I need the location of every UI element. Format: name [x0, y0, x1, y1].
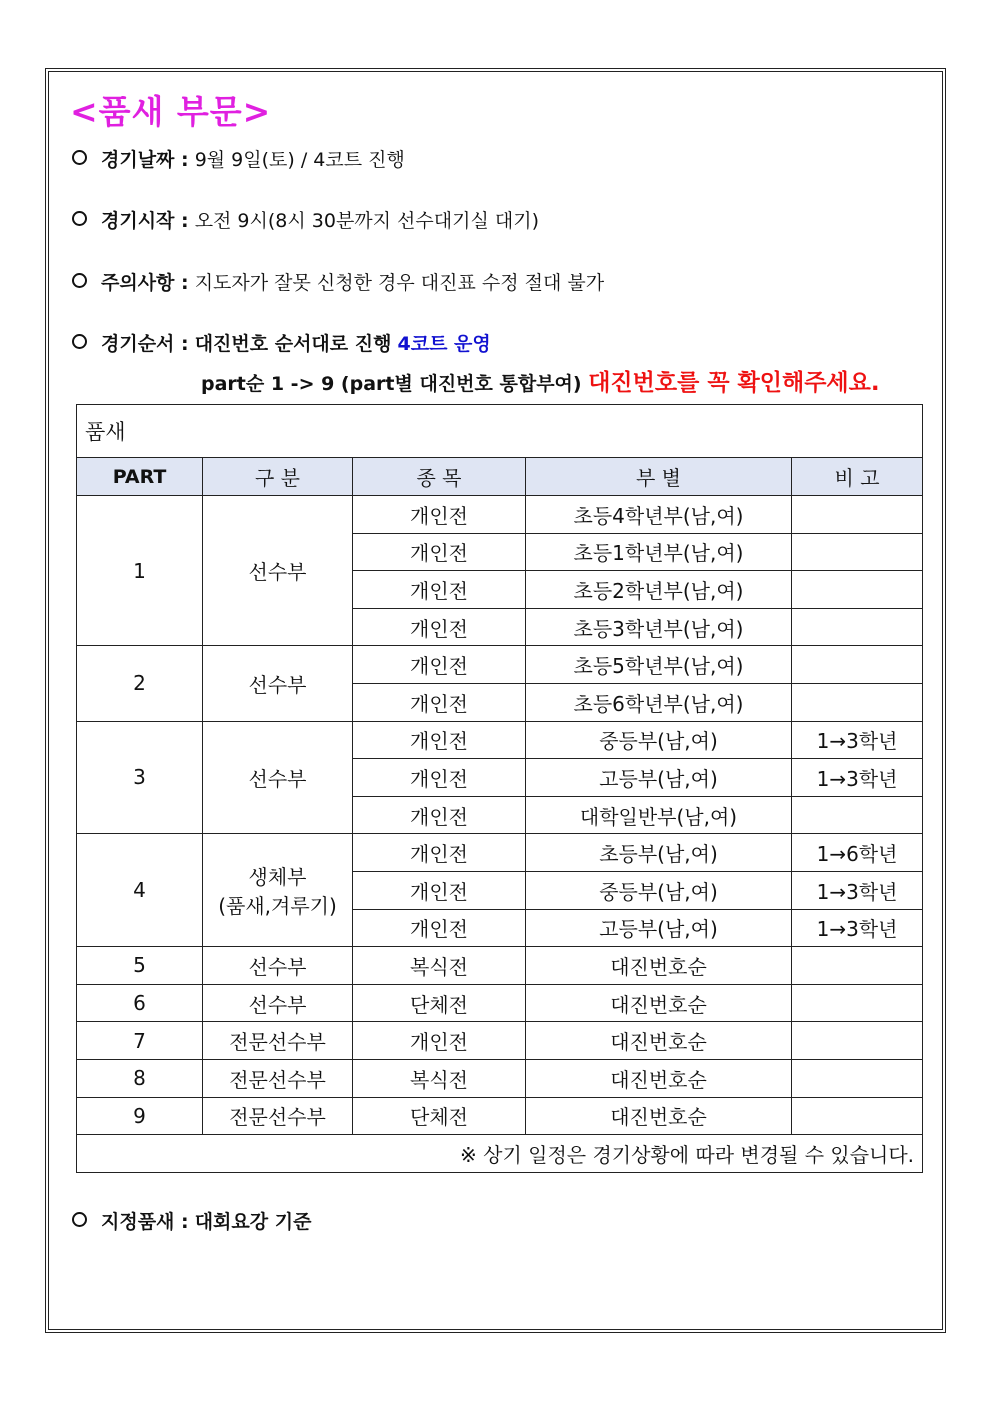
category-cell: 초등4학년부(남,여): [526, 496, 792, 534]
category-cell: 초등5학년부(남,여): [526, 646, 792, 684]
note-cell: [792, 496, 923, 534]
category-cell: 중등부(남,여): [526, 871, 792, 909]
division-label: 선수부: [248, 954, 307, 979]
event-cell: 개인전: [353, 871, 526, 909]
event-cell: 개인전: [353, 909, 526, 947]
court-highlight: 4코트 운영: [397, 333, 491, 355]
part-cell: 9: [77, 1097, 203, 1135]
category-cell: 대진번호순: [526, 1059, 792, 1097]
event-cell: 개인전: [353, 533, 526, 571]
part-cell: 7: [77, 1022, 203, 1060]
event-cell: 개인전: [353, 608, 526, 646]
info-label: 경기날짜 :: [101, 149, 189, 171]
category-cell: 대진번호순: [526, 1022, 792, 1060]
info-value: 대진번호 순서대로 진행: [194, 333, 392, 355]
column-header: 구 분: [203, 458, 353, 496]
order-subline: [201, 364, 880, 397]
note-cell: [792, 646, 923, 684]
info-item-order: [72, 329, 491, 356]
note-cell: 1→3학년: [792, 871, 923, 909]
category-cell: 고등부(남,여): [526, 909, 792, 947]
category-cell: 대진번호순: [526, 947, 792, 985]
event-cell: 개인전: [353, 1022, 526, 1060]
note-cell: [792, 1097, 923, 1135]
category-cell: 중등부(남,여): [526, 721, 792, 759]
division-cell: [203, 1022, 353, 1060]
table-header-row: [77, 458, 923, 496]
category-cell: 대진번호순: [526, 1097, 792, 1135]
division-label: 선수부: [248, 560, 307, 585]
column-header: PART: [77, 458, 203, 496]
category-cell: 초등2학년부(남,여): [526, 571, 792, 609]
event-cell: 개인전: [353, 759, 526, 797]
table-row: [77, 834, 923, 872]
note-cell: [792, 683, 923, 721]
division-cell: [203, 1059, 353, 1097]
event-cell: 개인전: [353, 796, 526, 834]
circle-bullet-icon: [72, 273, 87, 288]
table-row: [77, 947, 923, 985]
division-label: 전문선수부: [229, 1067, 326, 1092]
event-cell: 개인전: [353, 496, 526, 534]
division-cell: [203, 646, 353, 721]
division-label: 생체부: [248, 865, 307, 890]
note-cell: 1→3학년: [792, 909, 923, 947]
order-sub-text: part순 1 -> 9 (part별 대진번호 통합부여): [201, 373, 582, 395]
division-cell: [203, 496, 353, 646]
schedule-table: [76, 404, 923, 1173]
part-cell: 4: [77, 834, 203, 947]
event-cell: 개인전: [353, 721, 526, 759]
info-item-date: [72, 145, 405, 172]
event-cell: 개인전: [353, 571, 526, 609]
table-row: [77, 721, 923, 759]
note-cell: [792, 947, 923, 985]
info-label: 경기순서 :: [101, 333, 189, 355]
note-cell: [792, 608, 923, 646]
info-item-caution: [72, 268, 604, 295]
part-cell: 3: [77, 721, 203, 834]
note-cell: [792, 1022, 923, 1060]
division-label: 전문선수부: [229, 1105, 326, 1130]
part-cell: 8: [77, 1059, 203, 1097]
category-cell: 대학일반부(남,여): [526, 796, 792, 834]
column-header: 종 목: [353, 458, 526, 496]
table-row: [77, 984, 923, 1022]
info-item-start: [72, 206, 539, 233]
circle-bullet-icon: [72, 1212, 87, 1227]
note-cell: 1→6학년: [792, 834, 923, 872]
event-cell: 단체전: [353, 1097, 526, 1135]
division-cell: [203, 984, 353, 1022]
category-cell: 대진번호순: [526, 984, 792, 1022]
table-footnote: ※ 상기 일정은 경기상황에 따라 변경될 수 있습니다.: [77, 1135, 923, 1173]
category-cell: 고등부(남,여): [526, 759, 792, 797]
section-heading: <품새 부문>: [70, 92, 272, 131]
table-row: [77, 1022, 923, 1060]
category-cell: 초등3학년부(남,여): [526, 608, 792, 646]
table-footnote-row: [77, 1135, 923, 1173]
category-cell: 초등6학년부(남,여): [526, 683, 792, 721]
column-header: 부 별: [526, 458, 792, 496]
division-sub-label: (품새,겨루기): [218, 894, 337, 919]
note-cell: [792, 796, 923, 834]
order-warning: 대진번호를 꼭 확인해주세요.: [588, 370, 880, 396]
info-label: 지정품새 :: [101, 1211, 189, 1233]
division-cell: [203, 834, 353, 947]
column-header: 비 고: [792, 458, 923, 496]
division-cell: [203, 721, 353, 834]
info-label: 주의사항 :: [101, 272, 189, 294]
division-label: 선수부: [248, 672, 307, 697]
division-cell: [203, 1097, 353, 1135]
event-cell: 개인전: [353, 683, 526, 721]
division-cell: [203, 947, 353, 985]
info-value: 9월 9일(토) / 4코트 진행: [194, 149, 405, 171]
category-cell: 초등1학년부(남,여): [526, 533, 792, 571]
note-cell: [792, 533, 923, 571]
division-label: 전문선수부: [229, 1030, 326, 1055]
schedule-table-body: [77, 405, 923, 1173]
part-cell: 6: [77, 984, 203, 1022]
table-row: [77, 646, 923, 684]
event-cell: 개인전: [353, 834, 526, 872]
table-title: 품새: [77, 405, 923, 458]
circle-bullet-icon: [72, 150, 87, 165]
note-cell: [792, 571, 923, 609]
event-cell: 단체전: [353, 984, 526, 1022]
info-value: 오전 9시(8시 30분까지 선수대기실 대기): [194, 210, 539, 232]
table-row: [77, 1097, 923, 1135]
info-value: 대회요강 기준: [194, 1211, 312, 1233]
info-value: 지도자가 잘못 신청한 경우 대진표 수정 절대 불가: [194, 272, 605, 294]
event-cell: 개인전: [353, 646, 526, 684]
note-cell: [792, 984, 923, 1022]
event-cell: 복식전: [353, 947, 526, 985]
info-label: 경기시작 :: [101, 210, 189, 232]
event-cell: 복식전: [353, 1059, 526, 1097]
info-item-designated: [72, 1207, 311, 1234]
part-cell: 5: [77, 947, 203, 985]
note-cell: [792, 1059, 923, 1097]
division-label: 선수부: [248, 992, 307, 1017]
circle-bullet-icon: [72, 334, 87, 349]
table-row: [77, 1059, 923, 1097]
category-cell: 초등부(남,여): [526, 834, 792, 872]
note-cell: 1→3학년: [792, 721, 923, 759]
circle-bullet-icon: [72, 211, 87, 226]
part-cell: 1: [77, 496, 203, 646]
note-cell: 1→3학년: [792, 759, 923, 797]
division-label: 선수부: [248, 766, 307, 791]
table-row: [77, 496, 923, 534]
table-title-row: [77, 405, 923, 458]
part-cell: 2: [77, 646, 203, 721]
